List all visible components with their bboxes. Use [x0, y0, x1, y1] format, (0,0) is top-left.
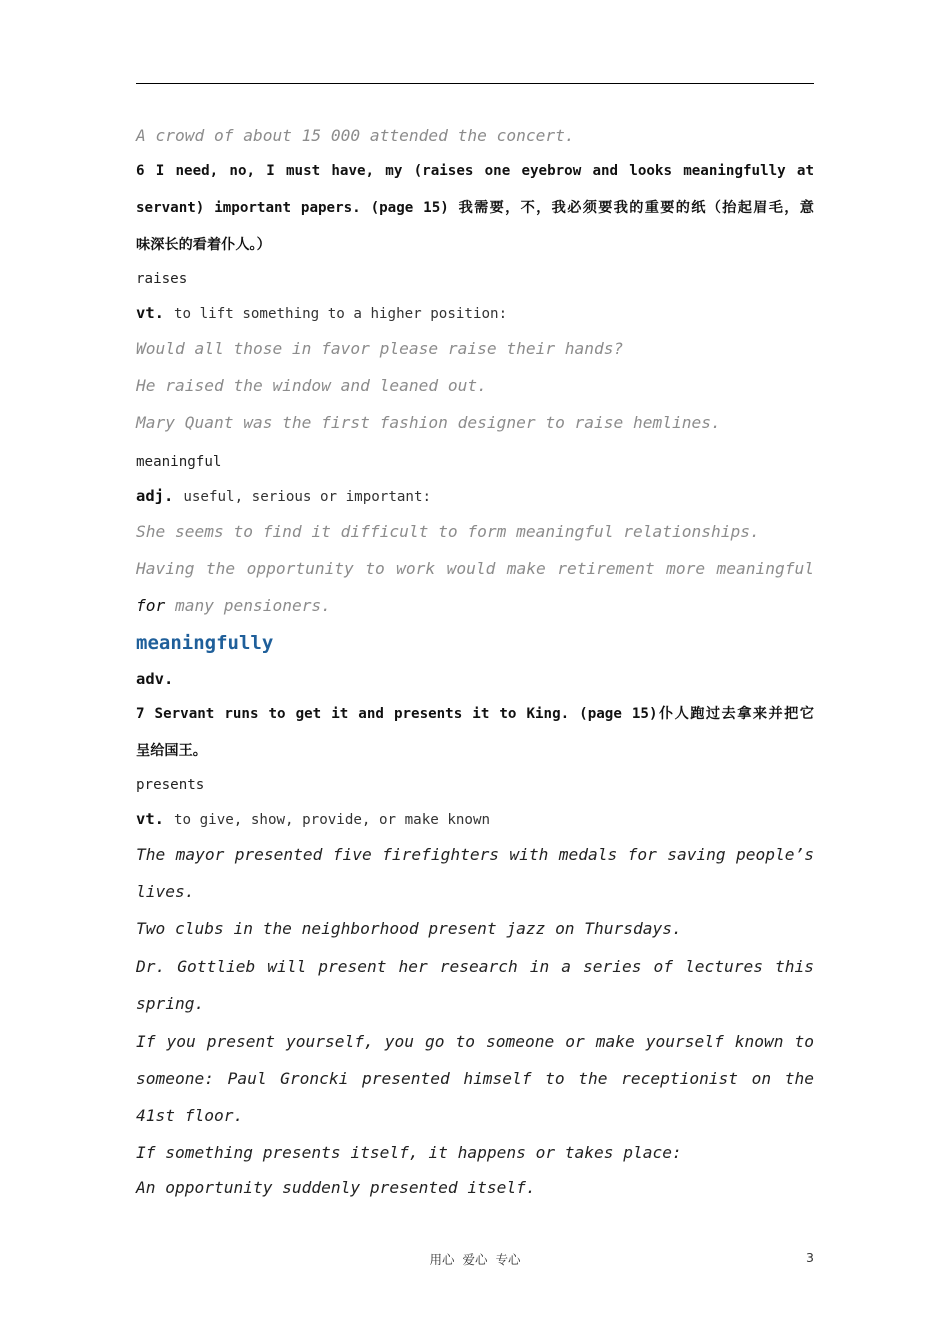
definition-line — [136, 488, 814, 505]
numbered-sentence-cont: 味深长的看着仆人。） — [136, 237, 271, 253]
example-sentence: He raised the window and leaned out. — [136, 376, 487, 395]
example-sentence-cont: someone: Paul Groncki presented himself to the receptionist on the — [136, 1069, 814, 1088]
example-sentence: If something presents itself, it happens or takes place: — [136, 1143, 682, 1162]
definition-line — [136, 305, 814, 322]
part-of-speech: vt. — [136, 810, 164, 828]
example-sentence: Mary Quant was the first fashion designer to raise hemlines. — [136, 413, 721, 432]
example-sentence: She seems to find it difficult to form meaningful relationships. — [136, 522, 760, 541]
definition: to lift something to a higher position: — [174, 306, 508, 322]
header-rule — [136, 83, 814, 84]
vocab-word: meaningful — [136, 454, 222, 470]
part-of-speech: vt. — [136, 304, 164, 322]
vocab-word: presents — [136, 777, 205, 793]
part-of-speech: adj. — [136, 487, 174, 505]
preposition: for — [136, 596, 166, 615]
numbered-sentence: 6 I need, no, I must have, my (raises one eyebrow and looks meaningfully at — [136, 163, 814, 179]
example-sentence: The mayor presented five firefighters with medals for saving people’s — [136, 845, 814, 864]
example-sentence: Having the opportunity to work would make retirement more meaningful — [136, 559, 814, 578]
example-tail: many pensioners. — [165, 596, 331, 615]
example-sentence: A crowd of about 15 000 attended the concert. — [136, 126, 575, 145]
definition-line — [136, 811, 814, 828]
example-sentence-cont: lives. — [136, 882, 195, 901]
example-sentence: Two clubs in the neighborhood present jazz on Thursdays. — [136, 919, 682, 938]
example-sentence-cont: spring. — [136, 994, 205, 1013]
definition: to give, show, provide, or make known — [174, 812, 491, 828]
page-number: 3 — [806, 1250, 814, 1265]
example-sentence: Dr. Gottlieb will present her research in a series of lectures this — [136, 957, 814, 976]
example-sentence-cont: 41st floor. — [136, 1106, 244, 1125]
page-footer: 用心 爱心 专心 — [429, 1252, 521, 1267]
example-sentence: An opportunity suddenly presented itself. — [136, 1178, 536, 1197]
headword: meaningfully — [136, 632, 274, 654]
definition: useful, serious or important: — [183, 489, 432, 505]
numbered-sentence: 7 Servant runs to get it and presents it to King. (page 15)仆人跑过去拿来并把它 — [136, 706, 814, 722]
part-of-speech: adv. — [136, 670, 174, 688]
example-sentence-cont — [136, 598, 814, 614]
vocab-word: raises — [136, 271, 188, 287]
example-sentence: Would all those in favor please raise their hands? — [136, 339, 624, 358]
numbered-sentence-cont: 呈给国王。 — [136, 743, 207, 759]
numbered-sentence-cont: servant) important papers. (page 15) 我需要，不，我必须要我的重要的纸（抬起眉毛，意 — [136, 200, 814, 216]
example-sentence: If you present yourself, you go to someone or make yourself known to — [136, 1032, 814, 1051]
